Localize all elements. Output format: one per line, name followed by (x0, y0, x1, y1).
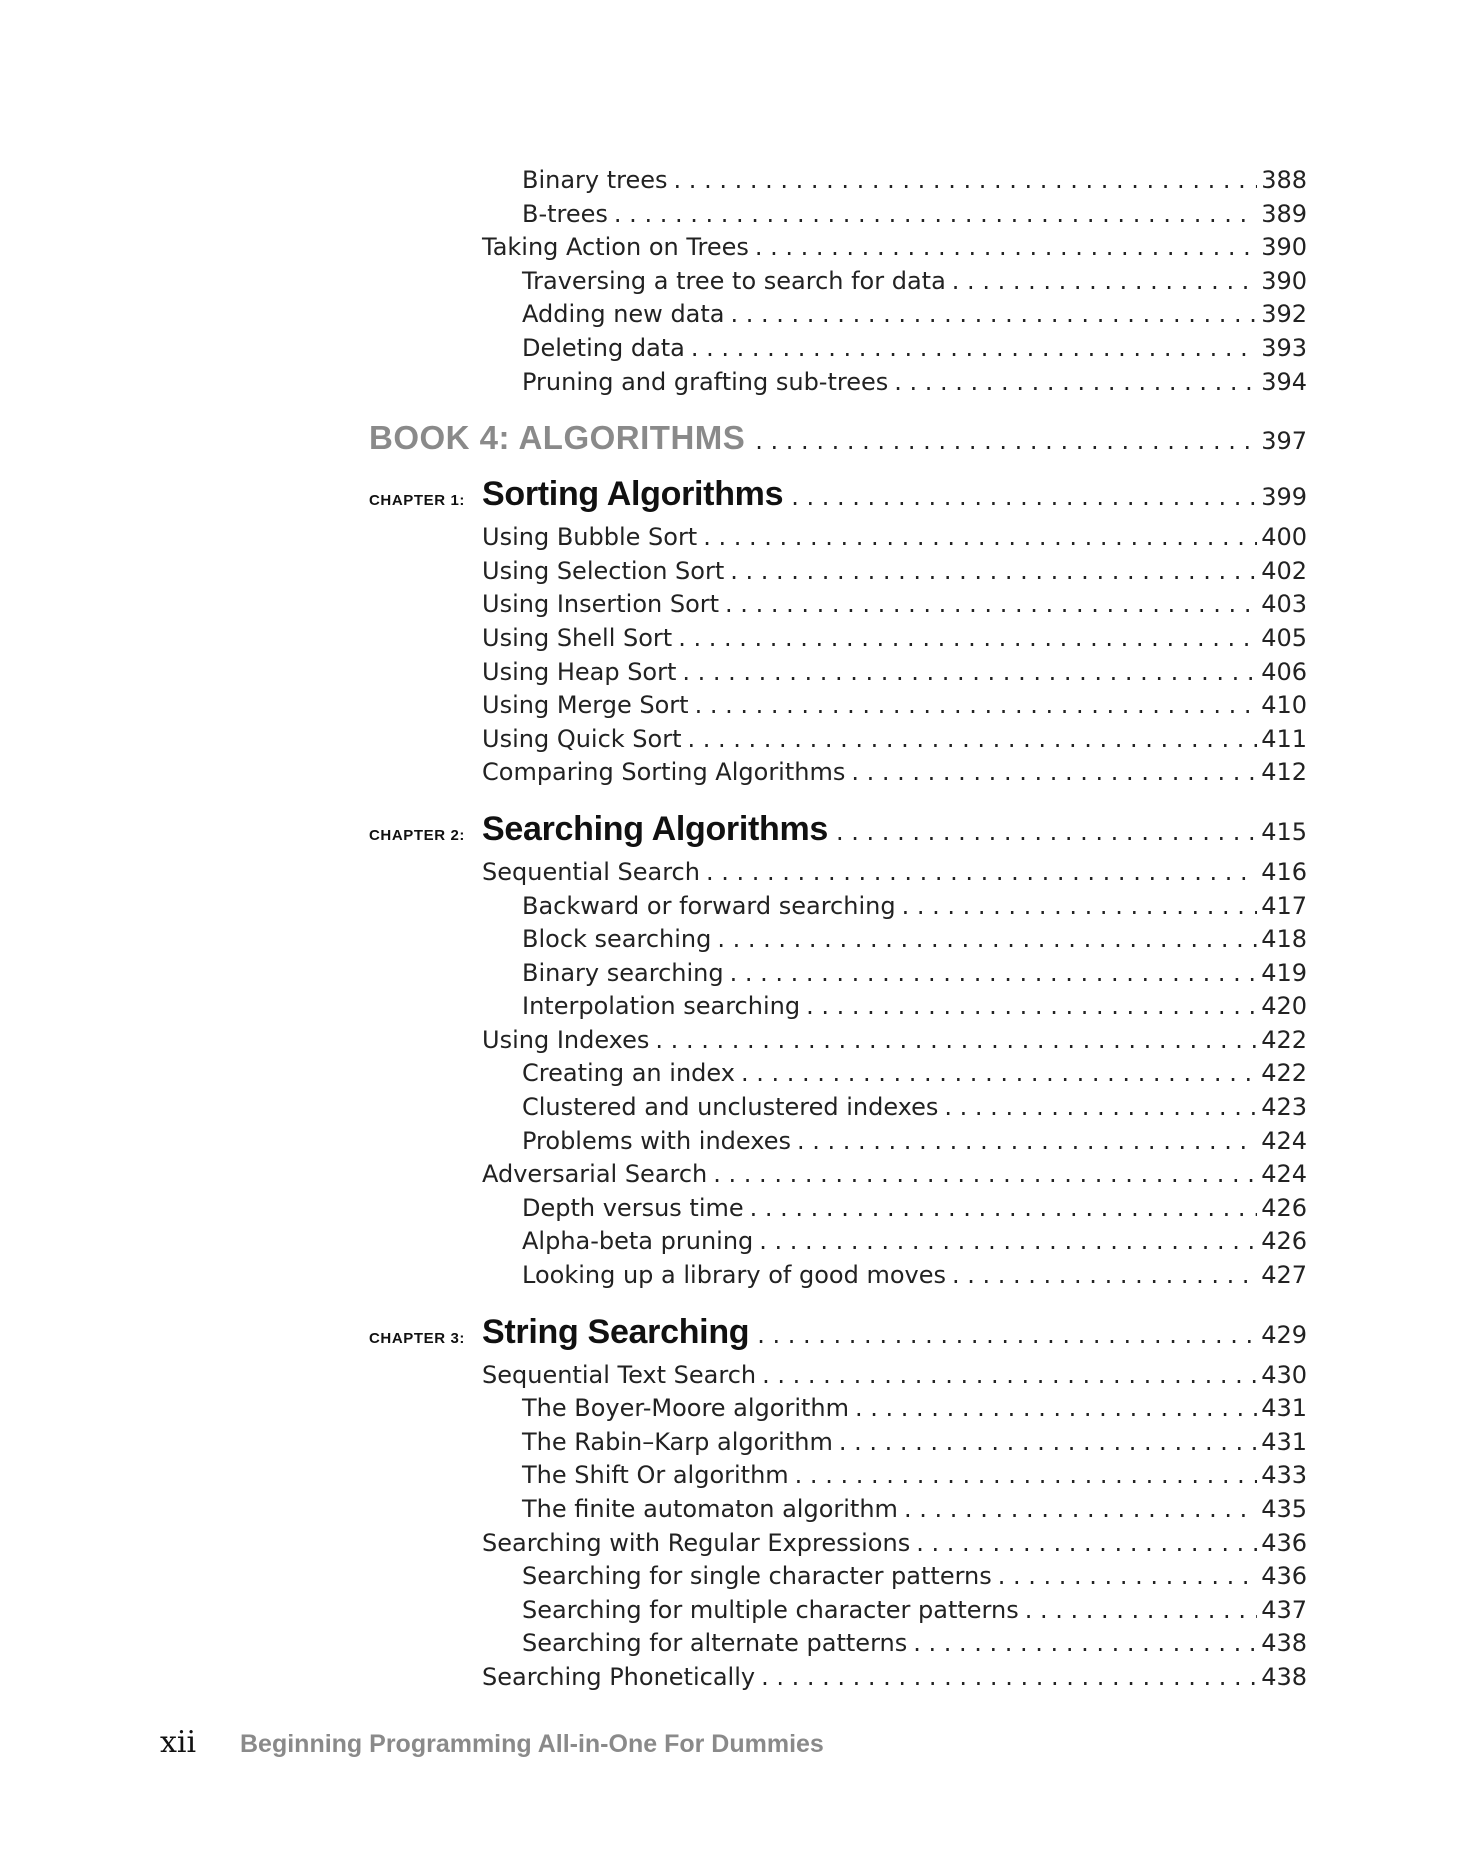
page-number: 415 (1261, 817, 1307, 846)
dot-leader (839, 1426, 1257, 1460)
dot-leader (750, 1192, 1258, 1226)
entry-title: Searching for single character patterns (522, 1562, 992, 1591)
toc-entry (369, 1192, 1307, 1226)
entry-title: Taking Action on Trees (482, 233, 749, 262)
chapter-title: String Searching (482, 1312, 750, 1351)
toc-entry (369, 1024, 1307, 1058)
toc-entry (369, 265, 1307, 299)
entry-title: Comparing Sorting Algorithms (482, 758, 846, 787)
toc-entry (369, 1125, 1307, 1159)
dot-leader (761, 1661, 1257, 1695)
page-number: 390 (1261, 266, 1307, 295)
page-number: 393 (1261, 333, 1307, 362)
dot-leader (730, 555, 1257, 589)
entry-title: B-trees (522, 199, 608, 228)
page-number: 429 (1261, 1320, 1307, 1349)
toc-entry (369, 521, 1307, 555)
page-number: 399 (1261, 483, 1307, 512)
entry-title: Adversarial Search (482, 1160, 708, 1189)
toc-entry (369, 1392, 1307, 1426)
toc-entry (369, 1091, 1307, 1125)
page-number: 420 (1261, 992, 1307, 1021)
entry-title: Sequential Text Search (482, 1360, 757, 1389)
toc-entry (369, 555, 1307, 589)
entry-title: The finite automaton algorithm (522, 1495, 898, 1523)
entry-title: Pruning and grafting sub-trees (522, 367, 889, 396)
entry-title: Adding new data (522, 300, 725, 329)
page-number: 435 (1261, 1495, 1307, 1523)
page-number: 417 (1261, 891, 1307, 920)
table-of-contents (369, 164, 1307, 1695)
page-number: 426 (1261, 1193, 1307, 1222)
dot-leader (703, 521, 1257, 555)
page-number: 423 (1261, 1093, 1307, 1122)
entry-title: Using Merge Sort (482, 691, 689, 720)
dot-leader (797, 1125, 1257, 1159)
entry-title: Binary searching (522, 958, 724, 987)
page-number: 438 (1261, 1662, 1307, 1691)
page-number: 436 (1261, 1562, 1307, 1591)
dot-leader (678, 622, 1257, 656)
dot-leader (913, 1627, 1257, 1661)
page-number: 431 (1261, 1427, 1307, 1456)
page-number: 410 (1261, 691, 1307, 720)
toc-entry (369, 689, 1307, 723)
entry-title: Binary trees (522, 166, 668, 194)
entry-title: Depth versus time (522, 1193, 744, 1222)
toc-entry (369, 1426, 1307, 1460)
chapter-heading-2 (369, 810, 1307, 856)
entry-title: Backward or forward searching (522, 891, 896, 920)
dot-leader (691, 332, 1257, 366)
page-number: 390 (1261, 233, 1307, 262)
dot-leader (952, 1259, 1257, 1293)
page-number: 437 (1261, 1595, 1307, 1624)
toc-entry (369, 1493, 1307, 1527)
toc-entry (369, 366, 1307, 400)
toc-entry (369, 1527, 1307, 1561)
toc-entry (369, 1560, 1307, 1594)
toc-entry (369, 957, 1307, 991)
toc-entry (369, 198, 1307, 232)
page-number: 422 (1261, 1025, 1307, 1054)
dot-leader (688, 723, 1258, 757)
page-number: 427 (1261, 1261, 1307, 1290)
chapter-2-entries (369, 856, 1307, 1293)
dot-leader (998, 1560, 1257, 1594)
toc-entry (369, 164, 1307, 198)
chapter-title: Searching Algorithms (482, 809, 829, 848)
dot-leader (902, 890, 1258, 924)
dot-leader (806, 990, 1257, 1024)
dot-leader (717, 923, 1257, 957)
page-number: 403 (1261, 590, 1307, 619)
chapter-number: CHAPTER 1: (369, 492, 466, 510)
toc-entry (369, 990, 1307, 1024)
entry-title: Using Shell Sort (482, 623, 673, 652)
dot-leader (730, 957, 1258, 991)
entry-title: Deleting data (522, 333, 685, 362)
book-heading (369, 419, 1307, 463)
chapter-number: CHAPTER 2: (369, 826, 466, 844)
page-number: 388 (1261, 166, 1307, 194)
toc-entry (369, 1594, 1307, 1628)
dot-leader (614, 198, 1257, 232)
page-number: 424 (1261, 1126, 1307, 1155)
running-title: Beginning Programming All-in-One For Dummies (240, 1730, 824, 1758)
dot-leader (791, 483, 1257, 511)
entry-title: Searching with Regular Expressions (482, 1528, 911, 1557)
dot-leader (706, 856, 1257, 890)
dot-leader (695, 689, 1258, 723)
entry-title: Searching Phonetically (482, 1662, 756, 1691)
toc-entry (369, 656, 1307, 690)
entry-title: Looking up a library of good moves (522, 1261, 946, 1290)
dot-leader (836, 818, 1257, 846)
toc-entry (369, 1459, 1307, 1493)
toc-entry (369, 1661, 1307, 1695)
toc-entry (369, 923, 1307, 957)
page-number: 422 (1261, 1059, 1307, 1088)
entry-title: Problems with indexes (522, 1126, 791, 1155)
toc-entry (369, 588, 1307, 622)
chapter-3-entries (369, 1359, 1307, 1695)
entry-title: Block searching (522, 925, 712, 954)
continued-entries (369, 164, 1307, 399)
toc-entry (369, 1627, 1307, 1661)
dot-leader (916, 1527, 1257, 1561)
dot-leader (904, 1493, 1257, 1527)
page-number: 394 (1261, 367, 1307, 396)
dot-leader (655, 1024, 1257, 1058)
page-number: 436 (1261, 1528, 1307, 1557)
page-number: 412 (1261, 758, 1307, 787)
chapter-number: CHAPTER 3: (369, 1329, 466, 1347)
toc-entry (369, 890, 1307, 924)
chapter-heading-1 (369, 475, 1307, 521)
chapter-title: Sorting Algorithms (482, 475, 784, 514)
page-number: 397 (1261, 427, 1307, 456)
toc-entry (369, 1158, 1307, 1192)
entry-title: Using Quick Sort (482, 724, 682, 753)
dot-leader (894, 366, 1257, 400)
page-number: 424 (1261, 1160, 1307, 1189)
toc-entry (369, 856, 1307, 890)
page-number: 389 (1261, 199, 1307, 228)
page-number: 402 (1261, 556, 1307, 585)
entry-title: Clustered and unclustered indexes (522, 1093, 939, 1122)
entry-title: Searching for multiple character patterns (522, 1595, 1019, 1624)
page-footer (160, 1725, 824, 1760)
page-number: 426 (1261, 1227, 1307, 1256)
toc-entry (369, 723, 1307, 757)
dot-leader (795, 1459, 1258, 1493)
toc-entry (369, 1225, 1307, 1259)
entry-title: Using Insertion Sort (482, 590, 720, 619)
entry-title: Traversing a tree to search for data (522, 266, 946, 295)
page-number: 430 (1261, 1360, 1307, 1389)
entry-title: Interpolation searching (522, 992, 801, 1021)
toc-entry (369, 756, 1307, 790)
entry-title: Using Bubble Sort (482, 523, 698, 552)
dot-leader (713, 1158, 1257, 1192)
toc-entry (369, 1057, 1307, 1091)
entry-title: The Rabin–Karp algorithm (522, 1427, 833, 1456)
page-number: 419 (1261, 958, 1307, 987)
toc-entry (369, 231, 1307, 265)
page-folio: xii (160, 1725, 197, 1760)
toc-entry (369, 298, 1307, 332)
dot-leader (759, 1225, 1257, 1259)
toc-entry (369, 622, 1307, 656)
entry-title: Searching for alternate patterns (522, 1629, 908, 1658)
book-title: BOOK 4: ALGORITHMS (369, 419, 746, 457)
page-number: 438 (1261, 1629, 1307, 1658)
entry-title: Alpha-beta pruning (522, 1227, 754, 1256)
entry-title: Creating an index (522, 1059, 735, 1088)
dot-leader (741, 1057, 1257, 1091)
dot-leader (762, 1359, 1257, 1393)
page-number: 400 (1261, 523, 1307, 552)
dot-leader (682, 656, 1257, 690)
dot-leader (757, 1321, 1257, 1349)
dot-leader (855, 1392, 1257, 1426)
dot-leader (944, 1091, 1257, 1125)
dot-leader (851, 756, 1257, 790)
chapter-1-entries (369, 521, 1307, 790)
dot-leader (1025, 1594, 1257, 1628)
page-number: 411 (1261, 724, 1307, 753)
page-number: 431 (1261, 1394, 1307, 1423)
dot-leader (755, 231, 1257, 265)
dot-leader (952, 265, 1257, 299)
page-number: 433 (1261, 1461, 1307, 1490)
entry-title: The Boyer-Moore algorithm (522, 1394, 850, 1423)
page-number: 416 (1261, 857, 1307, 886)
dot-leader (725, 588, 1257, 622)
dot-leader (731, 298, 1258, 332)
toc-entry (369, 1259, 1307, 1293)
page-number: 405 (1261, 623, 1307, 652)
dot-leader (674, 164, 1258, 198)
dot-leader (755, 427, 1257, 455)
page-number: 406 (1261, 657, 1307, 686)
entry-title: The Shift Or algorithm (522, 1461, 789, 1490)
chapter-heading-3 (369, 1313, 1307, 1359)
page-number: 392 (1261, 300, 1307, 329)
entry-title: Using Indexes (482, 1025, 650, 1054)
entry-title: Using Selection Sort (482, 556, 725, 585)
entry-title: Sequential Search (482, 857, 700, 886)
entry-title: Using Heap Sort (482, 657, 677, 686)
toc-entry (369, 332, 1307, 366)
toc-entry (369, 1359, 1307, 1393)
page-number: 418 (1261, 925, 1307, 954)
